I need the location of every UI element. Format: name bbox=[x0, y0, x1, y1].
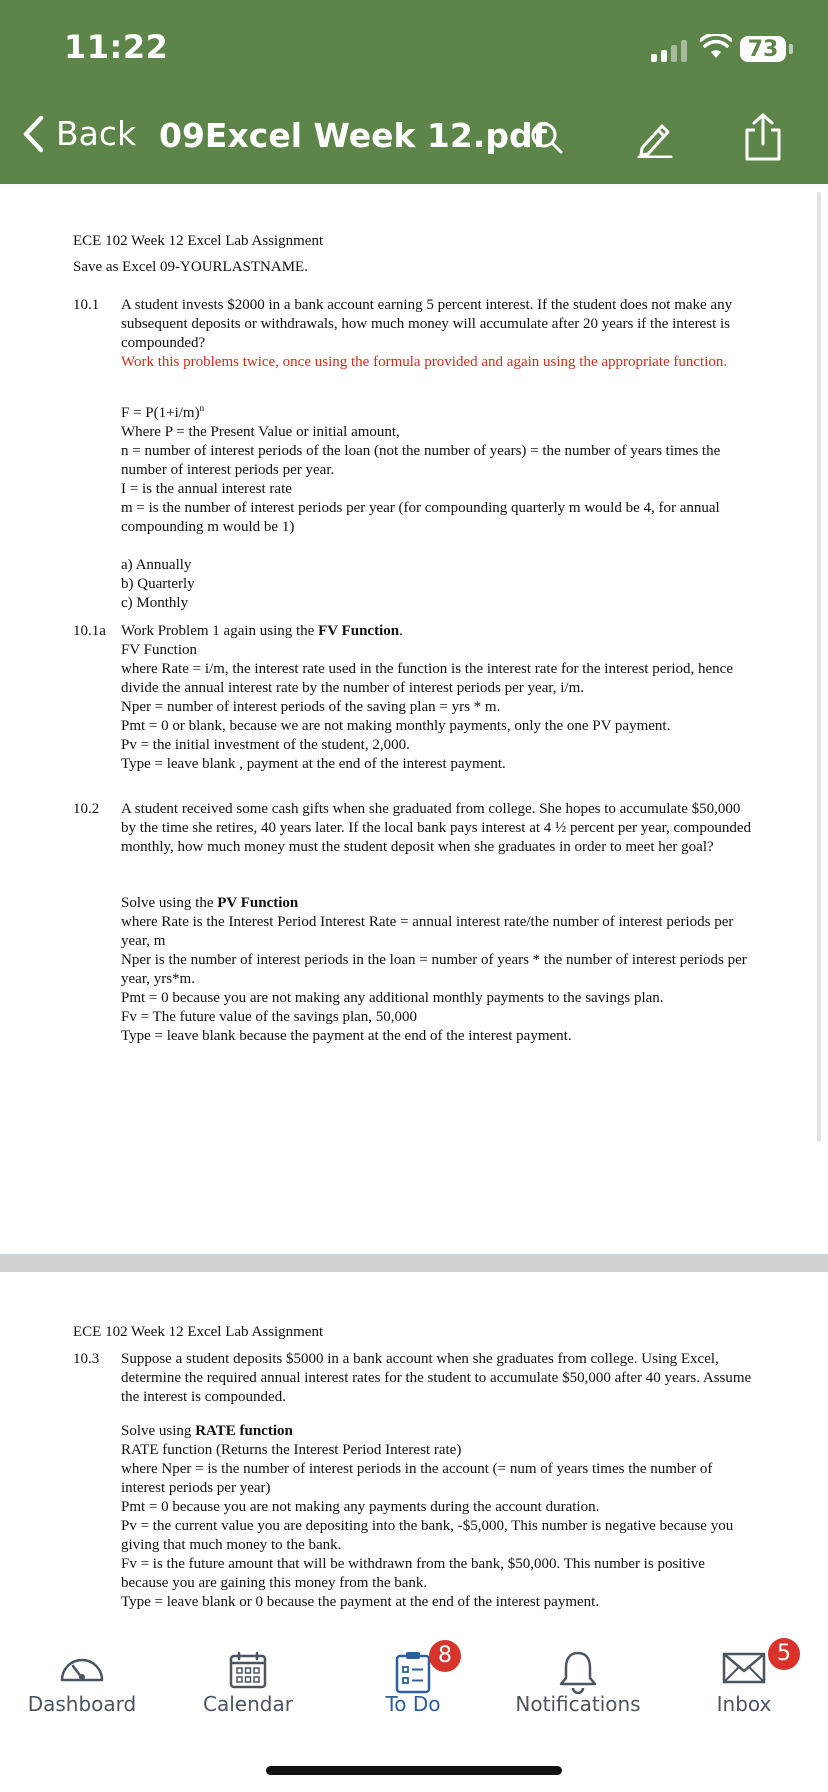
app-header bbox=[0, 0, 828, 184]
function-arg: Pmt = 0 because you are not making any payments during the account duration. bbox=[121, 1499, 600, 1515]
function-arg: Pv = the current value you are depositing into the bank, -$5,000, This number is negative because you giving that much money to the bank. bbox=[121, 1518, 734, 1553]
problem-10-1a bbox=[121, 622, 753, 774]
formula-def: Where P = the Present Value or initial amount, bbox=[121, 424, 400, 440]
function-arg: Pmt = 0 because you are not making any additional monthly payments to the savings plan. bbox=[121, 990, 664, 1006]
function-name: FV Function bbox=[121, 642, 197, 658]
document-title: 09Excel Week 12.pdf bbox=[159, 116, 547, 155]
option-item: a) Annually bbox=[121, 557, 192, 573]
problem-text: A student received some cash gifts when she graduated from college. She hopes to accumulate $50,000 by the time she retires, 40 years later. If the local bank pays interest at 4 ½ percent per year, compounded monthly, how much money must the student deposit when she graduates in order to meet her goal? bbox=[121, 801, 751, 855]
function-arg: Nper = number of interest periods of the saving plan = yrs * m. bbox=[121, 699, 501, 715]
formula-exponent: n bbox=[199, 403, 205, 413]
function-arg: where Rate = i/m, the interest rate used in the function is the interest rate for the interest period, hence divide the annual interest rate by the number of interest periods per year, i/m. bbox=[121, 661, 733, 696]
tab-label: To Do bbox=[385, 1692, 441, 1716]
problem-number: 10.3 bbox=[73, 1351, 100, 1367]
wifi-icon bbox=[700, 34, 732, 60]
formula-base: F = P(1+i/m) bbox=[121, 405, 200, 421]
problem-10-3-solution bbox=[121, 1422, 753, 1612]
problem-10-1 bbox=[121, 296, 753, 372]
battery-indicator: 73 bbox=[740, 36, 786, 62]
page-separator bbox=[0, 1254, 828, 1272]
function-arg: Pv = the initial investment of the student, 2,000. bbox=[121, 737, 410, 753]
function-arg: Nper is the number of interest periods in the loan = number of years * the number of interest periods per year, yrs*m. bbox=[121, 952, 747, 987]
problem-number: 10.1 bbox=[73, 297, 100, 313]
pen-annotate-icon[interactable] bbox=[636, 118, 674, 158]
function-arg: RATE function (Returns the Interest Period Interest rate) bbox=[121, 1442, 462, 1458]
solve-using: Solve using the PV Function bbox=[121, 895, 299, 911]
bell-icon bbox=[557, 1650, 599, 1694]
formula-def: m = is the number of interest periods per year (for compounding quarterly m would be 4, for annual compounding m would be 1) bbox=[121, 500, 720, 535]
function-arg: Fv = is the future amount that will be withdrawn from the bank, $50,000. This number is positive because you are gaining this money from the bank. bbox=[121, 1556, 705, 1591]
tab-label: Dashboard bbox=[27, 1692, 137, 1716]
pdf-page-2[interactable] bbox=[0, 1272, 816, 1652]
to-do-clipboard-icon bbox=[393, 1650, 433, 1694]
function-arg: Type = leave blank or 0 because the payment at the end of the interest payment. bbox=[121, 1594, 600, 1610]
function-arg: Type = leave blank , payment at the end of the interest payment. bbox=[121, 756, 506, 772]
option-item: c) Monthly bbox=[121, 595, 189, 611]
problem-10-2-solution bbox=[121, 894, 753, 1046]
function-arg: Pmt = 0 or blank, because we are not making monthly payments, only the one PV payment. bbox=[121, 718, 671, 734]
page-heading: ECE 102 Week 12 Excel Lab Assignment bbox=[73, 1324, 324, 1340]
problem-10-2 bbox=[121, 800, 753, 857]
tab-label: Notifications bbox=[515, 1692, 641, 1716]
option-item: b) Quarterly bbox=[121, 576, 195, 592]
chevron-left-icon bbox=[22, 115, 44, 153]
to-do-badge: 8 bbox=[429, 1640, 461, 1672]
calendar-icon bbox=[228, 1650, 268, 1690]
dashboard-gauge-icon bbox=[57, 1650, 107, 1684]
formula-def: n = number of interest periods of the loan (not the number of years) = the number of years times the number of interest periods per year. bbox=[121, 443, 721, 478]
page-heading: ECE 102 Week 12 Excel Lab Assignment bbox=[73, 233, 324, 249]
inbox-envelope-icon bbox=[721, 1650, 767, 1686]
scrollbar[interactable] bbox=[817, 192, 821, 1142]
function-arg: where Nper = is the number of interest periods in the account (= num of years times the number of interest periods per year) bbox=[121, 1461, 713, 1496]
problem-text: A student invests $2000 in a bank account earning 5 percent interest. If the student does not make any subsequent deposits or withdrawals, how much money will accumulate after 20 years if the interest is compounded? bbox=[121, 297, 733, 351]
function-arg: where Rate is the Interest Period Interest Rate = annual interest rate/the number of interest periods per year, m bbox=[121, 914, 734, 949]
problem-text: Work Problem 1 again using the FV Function. bbox=[121, 623, 403, 639]
function-arg: Fv = The future value of the savings plan, 50,000 bbox=[121, 1009, 418, 1025]
pdf-page-1[interactable] bbox=[0, 184, 816, 1254]
formula-block bbox=[121, 404, 753, 537]
home-indicator[interactable] bbox=[266, 1766, 562, 1775]
formula bbox=[121, 404, 753, 423]
problem-number: 10.2 bbox=[73, 801, 100, 817]
cellular-signal-icon bbox=[651, 38, 687, 62]
instruction-red: Work this problems twice, once using the formula provided and again using the appropriate function. bbox=[121, 354, 728, 370]
formula-def: I = is the annual interest rate bbox=[121, 481, 292, 497]
status-time: 11:22 bbox=[64, 28, 169, 66]
battery-tip bbox=[789, 44, 793, 54]
problem-text: Suppose a student deposits $5000 in a bank account when she graduates from college. Using Excel, determine the required annual interest rates for the student to accumulate $50,000 after 40 years. Assume the interest is compounded. bbox=[121, 1351, 752, 1405]
inbox-badge: 5 bbox=[768, 1638, 800, 1670]
compounding-options bbox=[121, 556, 195, 613]
save-as-instruction: Save as Excel 09-YOURLASTNAME. bbox=[73, 259, 308, 275]
search-icon[interactable] bbox=[530, 121, 564, 155]
solve-using: Solve using RATE function bbox=[121, 1423, 293, 1439]
back-button[interactable] bbox=[22, 114, 136, 153]
problem-number: 10.1a bbox=[73, 623, 106, 639]
back-label: Back bbox=[56, 114, 137, 153]
share-icon[interactable] bbox=[742, 112, 784, 162]
tab-label: Calendar bbox=[203, 1692, 293, 1716]
tab-label: Inbox bbox=[716, 1692, 772, 1716]
function-arg: Type = leave blank because the payment at the end of the interest payment. bbox=[121, 1028, 572, 1044]
problem-10-3 bbox=[121, 1350, 753, 1407]
